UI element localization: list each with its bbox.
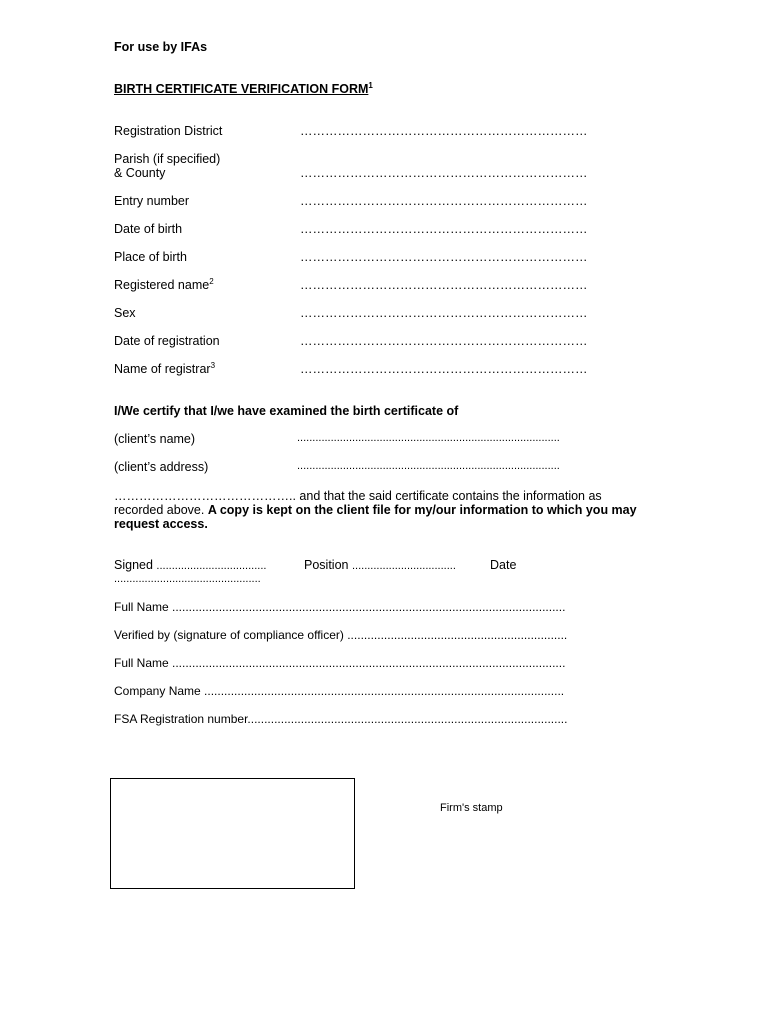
field-label-line2: & County: [114, 166, 166, 180]
field-dots[interactable]: ……………………………………………………………: [300, 166, 588, 180]
field-label-text: Registered name: [114, 278, 210, 292]
client-address-label: (client’s address): [114, 460, 209, 474]
field-label: Parish (if specified): [114, 152, 221, 166]
signed-dots[interactable]: ....................................: [156, 560, 267, 572]
field-dots[interactable]: ……………………………………………………………: [300, 306, 588, 320]
date-dots[interactable]: ................................................: [114, 573, 261, 585]
certify-para-text: and that the said certificate contains the information as recorded above.: [114, 489, 602, 517]
field-dots[interactable]: ……………………………………………………………: [300, 362, 588, 376]
field-label-text: Name of registrar: [114, 362, 211, 376]
field-dots[interactable]: ……………………………………………………………: [300, 278, 588, 292]
for-use-label: For use by IFAs: [114, 40, 208, 54]
field-dots[interactable]: ……………………………………………………………: [300, 334, 588, 348]
field-label: Date of registration: [114, 334, 220, 348]
form-title-footnote: 1: [368, 80, 373, 90]
form-title-text: BIRTH CERTIFICATE VERIFICATION FORM: [114, 82, 369, 96]
certify-paragraph: [114, 489, 644, 531]
field-label: Place of birth: [114, 250, 187, 264]
field-footnote: 3: [210, 360, 216, 370]
signed-row: [114, 558, 266, 572]
certify-heading: I/We certify that I/we have examined the birth certificate of: [114, 404, 459, 418]
field-dots[interactable]: ……………………………………………………………: [300, 194, 588, 208]
form-title: [114, 82, 373, 96]
full-name-line-2[interactable]: Full Name ......................................................................................................................: [114, 656, 566, 670]
field-label: Date of birth: [114, 222, 183, 236]
field-dots[interactable]: ……………………………………………………………: [300, 250, 588, 264]
field-label: Sex: [114, 306, 136, 320]
position-dots[interactable]: ..................................: [351, 560, 456, 572]
field-dots[interactable]: ……………………………………………………………: [300, 222, 588, 236]
client-address-dots[interactable]: ......................................................................................: [297, 460, 560, 472]
field-label: [114, 278, 214, 292]
field-dots[interactable]: ……………………………………………………………: [300, 124, 588, 138]
signed-label: Signed: [114, 558, 153, 572]
position-row: [304, 558, 456, 572]
client-name-label: (client’s name): [114, 432, 196, 446]
client-name-dots[interactable]: ......................................................................................: [297, 432, 560, 444]
firm-stamp-box: [110, 778, 355, 889]
full-name-line-1[interactable]: Full Name ......................................................................................................................: [114, 600, 566, 614]
field-label: Registration District: [114, 124, 223, 138]
verified-by-line[interactable]: Verified by (signature of compliance officer) ..................................................................: [114, 628, 568, 642]
company-name-line[interactable]: Company Name ............................................................................................................: [114, 684, 565, 698]
field-footnote: 2: [209, 276, 214, 286]
field-label: [114, 362, 215, 376]
certify-para-bold: A copy is kept on the client file for my/our information to which you may request access.: [114, 503, 637, 531]
firm-stamp-label: Firm's stamp: [440, 802, 503, 814]
date-label: Date: [490, 558, 517, 572]
field-label: Entry number: [114, 194, 190, 208]
fsa-registration-line[interactable]: FSA Registration number................................................................................................: [114, 712, 568, 726]
position-label: Position: [304, 558, 349, 572]
certify-para-dots[interactable]: ……………………………………..: [114, 489, 296, 503]
